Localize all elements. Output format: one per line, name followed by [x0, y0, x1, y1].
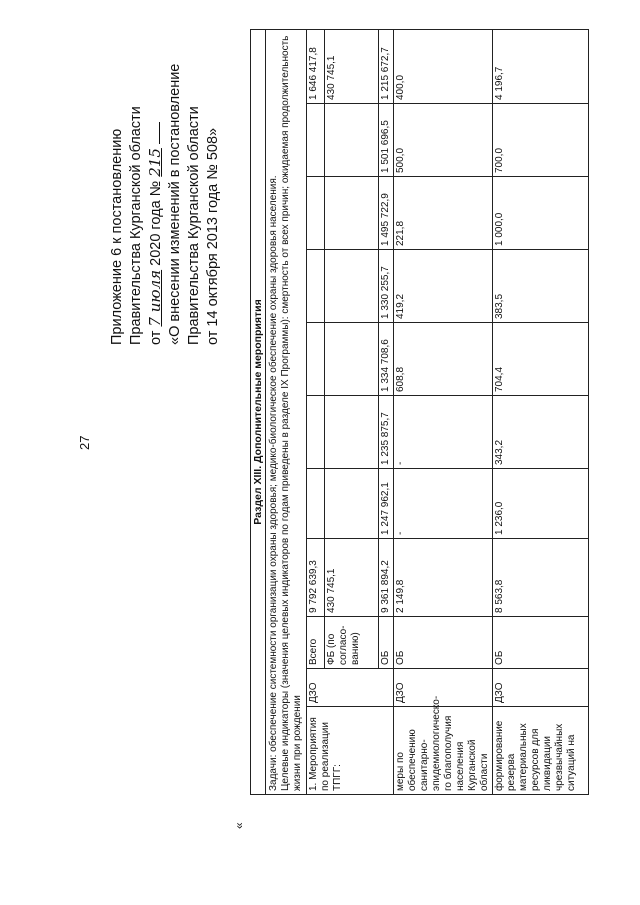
- indicators-text: Целевые индикаторы (значения целевых индикаторов по годам приведены в разделе IX Программы): смертность от всех причин; ожидаемая продолжительность жизни при рождении: [280, 35, 303, 791]
- year-value: 1 215 672,7: [379, 29, 394, 103]
- year-value: [325, 323, 379, 396]
- year-value: [325, 469, 379, 539]
- executor: ДЗО: [493, 669, 589, 707]
- year-value: [307, 177, 325, 250]
- year-value: [325, 250, 379, 323]
- section-title: Раздел XIII. Дополнительные мероприятия: [251, 29, 266, 794]
- year-value: 1 000,0: [493, 177, 589, 250]
- total-value: 430 745,1: [325, 539, 379, 617]
- year-value: 1 235 875,7: [379, 396, 394, 469]
- funding-source: ОБ: [379, 617, 394, 669]
- executor: ДЗО: [394, 669, 493, 707]
- year-value: 1 247 962,1: [379, 469, 394, 539]
- year-value: 221,8: [394, 177, 493, 250]
- activities-table-wrap: [250, 30, 589, 795]
- year-value: [325, 396, 379, 469]
- header-line-4: «О внесении изменений в постановление: [167, 63, 183, 345]
- year-value: [325, 104, 379, 177]
- year-value: 1 495 722,9: [379, 177, 394, 250]
- funding-source: ФБ (по согласо-ванию): [325, 617, 379, 669]
- total-value: 8 563,8: [493, 539, 589, 617]
- year-value: -: [394, 469, 493, 539]
- handwritten-date: 7 июля: [146, 269, 164, 327]
- executor: ДЗО: [307, 669, 394, 707]
- year-value: 343,2: [493, 396, 589, 469]
- handwritten-number: 215: [146, 148, 164, 177]
- page-number: 27: [77, 435, 92, 450]
- appendix-header: [108, 25, 223, 345]
- year-value: -: [394, 396, 493, 469]
- table-row: [307, 29, 325, 794]
- year-value: 1 236,0: [493, 469, 589, 539]
- header-line-1: Приложение 6 к постановлению: [109, 128, 125, 345]
- activities-table: [250, 29, 589, 795]
- year-value: 1 646 417,8: [307, 29, 325, 103]
- year-value: 4 196,7: [493, 29, 589, 103]
- header-line-2: Правительства Курганской области: [128, 106, 144, 345]
- activity-name: формирование резерва материальных ресурсов для ликвидации чрезвычайных ситуаций на: [493, 707, 589, 795]
- header-line-6: от 14 октября 2013 года № 508»: [205, 127, 221, 345]
- table-row: [394, 29, 493, 794]
- header-line-5: Правительства Курганской области: [186, 106, 202, 345]
- activity-name: 1. Мероприятия по реализации ТПГГ:: [307, 707, 394, 795]
- table-row: [493, 29, 589, 794]
- year-value: 704,4: [493, 323, 589, 396]
- year-value: 608,8: [394, 323, 493, 396]
- tasks-text: Задачи: обеспечение системности организации охраны здоровья; медико-биологическое обеспечение охраны здоровья населения.: [268, 175, 279, 791]
- funding-source: ОБ: [394, 617, 493, 669]
- total-value: 2 149,8: [394, 539, 493, 617]
- year-value: 430 745,1: [325, 29, 379, 103]
- year-value: 400,0: [394, 29, 493, 103]
- year-value: 419,2: [394, 250, 493, 323]
- funding-source: ОБ: [493, 617, 589, 669]
- year-value: 383,5: [493, 250, 589, 323]
- year-value: 500,0: [394, 104, 493, 177]
- header-date-prefix: от: [148, 330, 164, 345]
- funding-source: Всего: [307, 617, 325, 669]
- activity-name: меры по обеспечению санитарно-эпидемиологическо-го благополучия населения Курганской области: [394, 707, 493, 795]
- year-value: [325, 177, 379, 250]
- tasks-cell: [266, 29, 307, 794]
- year-value: 1 334 708,6: [379, 323, 394, 396]
- total-value: 9 792 639,3: [307, 539, 325, 617]
- year-value: 700,0: [493, 104, 589, 177]
- year-value: [307, 396, 325, 469]
- year-value: [307, 323, 325, 396]
- year-value: [307, 250, 325, 323]
- year-value: [307, 104, 325, 177]
- year-value: 1 330 255,7: [379, 250, 394, 323]
- year-value: 1 501 696,5: [379, 104, 394, 177]
- number-underline: [159, 122, 160, 144]
- year-value: [307, 469, 325, 539]
- header-line-3: [146, 25, 166, 345]
- total-value: 9 361 894,2: [379, 539, 394, 617]
- opening-quote: «: [232, 822, 246, 829]
- header-date-mid: 2020 года №: [148, 180, 164, 266]
